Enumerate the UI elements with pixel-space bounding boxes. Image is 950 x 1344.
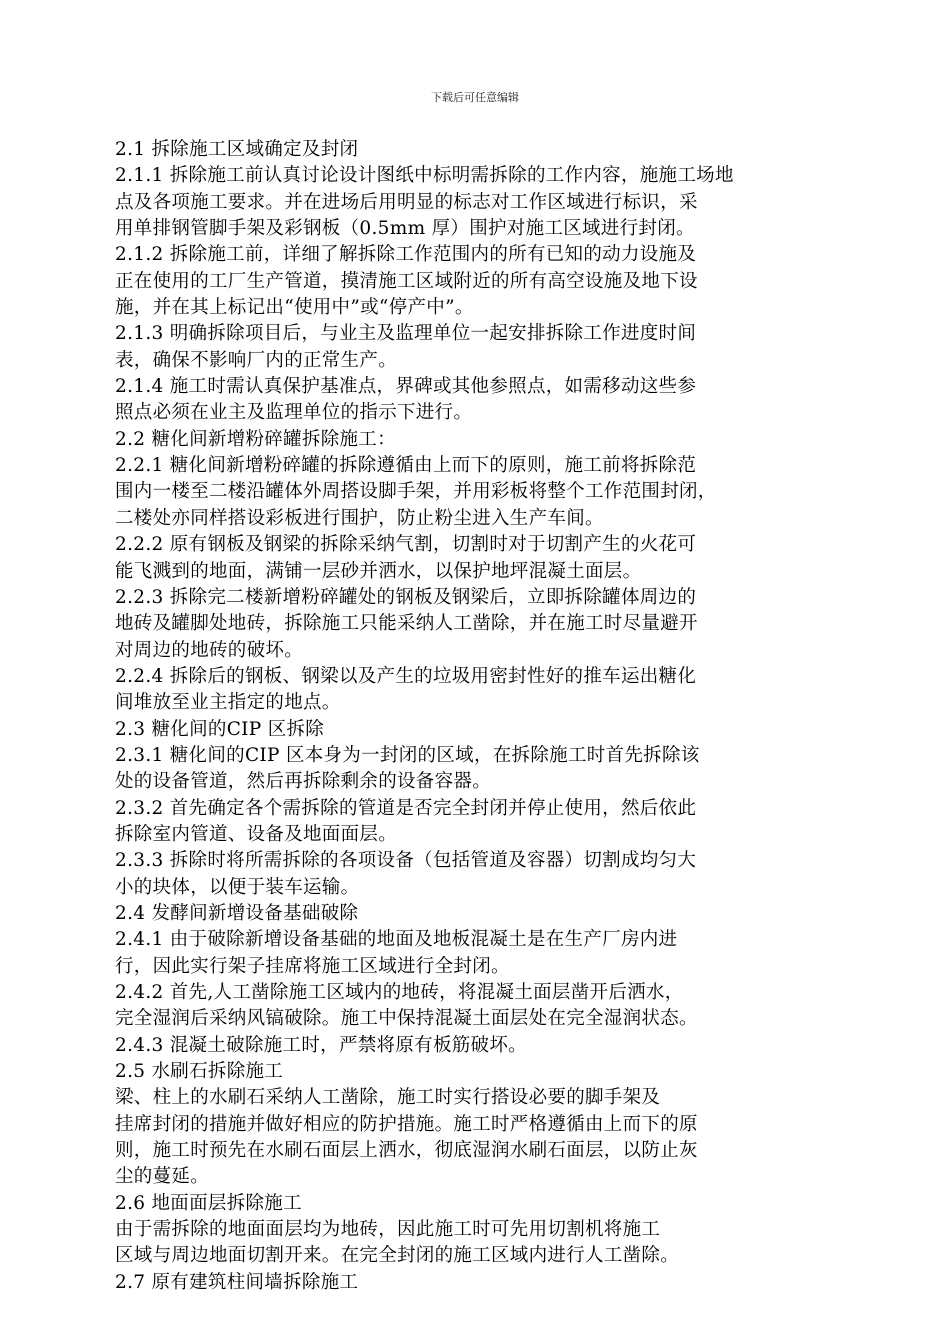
text-line: 2.3.2 首先确定各个需拆除的管道是否完全封闭并停止使用，然后依此: [115, 797, 697, 819]
text-line: 由于需拆除的地面面层均为地砖，因此施工时可先用切割机将施工: [115, 1219, 661, 1241]
text-line: 2.4.2 首先,人工凿除施工区域内的地砖，将混凝土面层凿开后洒水，: [115, 982, 684, 1003]
text-line: 2.3.1 糖化间的CIP 区本身为一封闭的区域，在拆除施工时首先拆除该: [115, 744, 700, 766]
text-line: 表，确保不影响厂内的正常生产。: [115, 349, 398, 371]
text-line: 2.4.1 由于破除新增设备基础的地面及地板混凝土是在生产厂房内进: [115, 929, 678, 951]
text-line: 2.1.1 拆除施工前认真讨论设计图纸中标明需拆除的工作内容，施施工场地: [115, 165, 734, 187]
text-line: 2.2.4 拆除后的钢板、钢梁以及产生的垃圾用密封性好的推车运出糖化: [115, 665, 697, 687]
text-line: 处的设备管道，然后再拆除剩余的设备容器。: [115, 771, 492, 793]
text-line: 2.1.3 明确拆除项目后，与业主及监理单位一起安排拆除工作进度时间: [115, 323, 697, 345]
text-line: 地砖及罐脚处地砖，拆除施工只能采纳人工凿除，并在施工时尽量避开: [115, 613, 698, 635]
text-line: 能飞溅到的地面，满铺一层砂并洒水，以保护地坪混凝土面层。: [115, 560, 642, 582]
text-line: 2.2.2 原有钢板及钢梁的拆除采纳气割，切割时对于切割产生的火花可: [115, 534, 697, 556]
text-line: 2.3 糖化间的CIP 区拆除: [115, 718, 325, 740]
text-line: 2.5 水刷石拆除施工: [115, 1061, 284, 1083]
text-line: 二楼处亦同样搭设彩板进行围护，防止粉尘进入生产车间。: [115, 507, 604, 529]
text-line: 则，施工时预先在水刷石面层上洒水，彻底湿润水刷石面层，以防止灰: [115, 1140, 698, 1162]
text-line: 2.1.2 拆除施工前，详细了解拆除工作范围内的所有已知的动力设施及: [115, 244, 697, 266]
text-line: 拆除室内管道、设备及地面面层。: [115, 823, 398, 845]
text-line: 2.2.1 糖化间新增粉碎罐的拆除遵循由上而下的原则，施工前将拆除范: [115, 455, 697, 477]
text-line: 2.6 地面面层拆除施工: [115, 1192, 302, 1214]
text-line: 间堆放至业主指定的地点。: [115, 692, 341, 714]
text-line: 对周边的地砖的破坏。: [115, 639, 304, 661]
text-line: 尘的蔓延。: [115, 1166, 210, 1188]
text-line: 完全湿润后采纳风镐破除。施工中保持混凝土面层处在完全湿润状态。: [115, 1008, 698, 1030]
text-line: 2.3.3 拆除时将所需拆除的各项设备（包括管道及容器）切割成均匀大: [115, 850, 697, 872]
text-line: 正在使用的工厂生产管道，摸清施工区域附近的所有高空设施及地下设: [115, 270, 698, 292]
text-line: 2.4 发酵间新增设备基础破除: [115, 902, 359, 924]
text-line: 用单排钢管脚手架及彩钢板（0.5mm 厚）围护对施工区域进行封闭。: [115, 218, 695, 240]
text-line: 2.2.3 拆除完二楼新增粉碎罐处的钢板及钢梁后，立即拆除罐体周边的: [115, 586, 697, 608]
text-line: 小的块体，以便于装车运输。: [115, 876, 360, 898]
text-line: 2.1 拆除施工区域确定及封闭: [115, 139, 359, 160]
text-line: 围内一楼至二楼沿罐体外周搭设脚手架，并用彩板将整个工作范围封闭，: [115, 481, 717, 503]
text-line: 2.1.4 施工时需认真保护基准点，界碑或其他参照点，如需移动这些参: [115, 376, 697, 398]
text-line: 照点必须在业主及监理单位的指示下进行。: [115, 402, 473, 424]
text-line: 2.4.3 混凝土破除施工时，严禁将原有板筋破坏。: [115, 1034, 527, 1056]
text-line: 行，因此实行架子挂席将施工区域进行全封闭。: [115, 955, 510, 977]
text-line: 2.2 糖化间新增粉碎罐拆除施工：: [115, 428, 396, 450]
text-line: 区域与周边地面切割开来。在完全封闭的施工区域内进行人工凿除。: [115, 1245, 680, 1267]
text-line: 挂席封闭的措施并做好相应的防护措施。施工时严格遵循由上而下的原: [115, 1113, 698, 1135]
page-header-note: 下载后可任意编辑: [431, 91, 519, 104]
text-line: 点及各项施工要求。并在进场后用明显的标志对工作区域进行标识，采: [115, 191, 698, 213]
text-line: 施，并在其上标记出“使用中”或“停产中”。: [115, 297, 474, 319]
document-body: [115, 137, 895, 1296]
text-line: 2.7 原有建筑柱间墙拆除施工: [115, 1271, 359, 1293]
text-line: 梁、柱上的水刷石采纳人工凿除，施工时实行搭设必要的脚手架及: [115, 1087, 661, 1109]
